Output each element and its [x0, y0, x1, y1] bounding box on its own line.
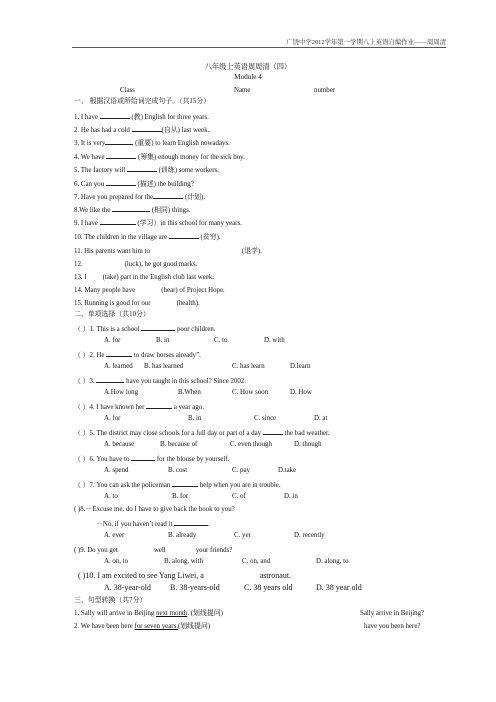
s1-item-9: 9. I have (学习）in this school for many years.	[74, 217, 242, 228]
section2-heading: 二、单项选择（共10分）	[74, 311, 150, 318]
q5-options	[104, 440, 364, 449]
s1-item-1: 1. I have (教) English for three years.	[74, 111, 209, 122]
answer-blank[interactable]	[118, 544, 154, 552]
option[interactable]: C. on, and	[242, 558, 271, 565]
option[interactable]: D. at	[314, 415, 328, 422]
s1-item-4: 4. We have (筹集) enough money for the sick boy.	[74, 151, 245, 162]
option[interactable]: D. though	[294, 441, 322, 448]
s1-item-15: 15. Running is good for our (health).	[74, 297, 200, 308]
option[interactable]: B.When	[178, 389, 201, 396]
option[interactable]: C. of	[232, 493, 246, 500]
option[interactable]: D. recently	[294, 532, 325, 539]
q4-options	[104, 414, 354, 423]
answer-blank[interactable]	[153, 191, 183, 199]
q9-stem: ( )9. Do you get well your friends?	[74, 544, 232, 555]
q1-options	[104, 336, 324, 345]
answer-blank[interactable]	[132, 124, 162, 132]
option[interactable]: B. cost	[168, 467, 188, 474]
section1-heading: 一、 根据汉语或所给词完成句子。（共15分）	[74, 98, 211, 105]
s1-item-6: 6. Can you (描述) the building?	[74, 178, 194, 189]
option[interactable]: D.take	[278, 467, 297, 474]
q8-options	[104, 531, 364, 540]
header-rule	[72, 47, 446, 48]
s1-item-7: 7. Have you prepared for the (计划).	[74, 191, 205, 202]
answer-blank[interactable]	[106, 151, 136, 159]
answer-blank[interactable]	[135, 284, 161, 292]
option[interactable]: C. since	[254, 415, 277, 422]
class-label: Class	[120, 87, 135, 94]
option[interactable]: A. to	[104, 493, 118, 500]
q1-stem: （ ）1. This is a school poor children.	[74, 323, 216, 334]
answer-blank[interactable]	[146, 401, 172, 409]
option[interactable]: D. with	[264, 337, 285, 344]
q3-options	[104, 388, 364, 397]
answer-blank[interactable]	[87, 271, 103, 279]
answer-blank[interactable]	[100, 217, 136, 225]
option[interactable]: D. 38 year old	[316, 583, 362, 592]
option[interactable]: B. along, with	[164, 558, 204, 565]
option[interactable]: C. 38 years old	[244, 583, 293, 592]
q4-stem: （ ）4. I have known her a year ago.	[74, 401, 204, 412]
option[interactable]: A. for	[104, 337, 121, 344]
answer-blank[interactable]	[83, 258, 125, 266]
q10-stem: ( )10. I am excited to see Yang Liwei, a astronaut.	[78, 571, 292, 580]
option[interactable]: C. yet	[234, 532, 251, 539]
answer-blank[interactable]	[141, 323, 175, 331]
underlined-phrase: next month	[156, 610, 188, 617]
q6-options	[104, 466, 344, 475]
answer-blank[interactable]	[105, 137, 133, 145]
option[interactable]: B. has learned	[144, 363, 184, 370]
answer-blank[interactable]	[169, 231, 199, 239]
s1-item-3: 3. It is very (重要) to learn English nowadays.	[74, 137, 230, 148]
option[interactable]: B. already	[168, 532, 197, 539]
q8-stem: ( )8.－Excuse me, do I have to give back the book to you?	[74, 506, 235, 513]
answer-blank[interactable]	[106, 178, 136, 186]
s1-item-13: 13. I (take) part in the English club last week.	[74, 271, 214, 282]
answer-blank[interactable]	[127, 164, 157, 172]
option[interactable]: C. even though	[230, 441, 272, 448]
option[interactable]: A. learned	[104, 363, 133, 370]
option[interactable]: A.How long	[104, 389, 139, 396]
q10-options	[104, 583, 424, 592]
option[interactable]: C. to	[214, 337, 228, 344]
option[interactable]: A. ever	[104, 532, 125, 539]
module-label: Module 4	[234, 73, 262, 81]
answer-blank[interactable]	[151, 297, 177, 305]
doc-title: 八年级上英语周周清（四）	[204, 63, 292, 71]
s1-item-10: 10. The children in the village are (贫穷).	[74, 231, 221, 242]
answer-blank[interactable]	[96, 375, 124, 383]
option[interactable]: A. spend	[104, 467, 129, 474]
q2-options	[104, 362, 364, 371]
section3-heading: 三、句型转换（共7分）	[74, 597, 147, 604]
q7-stem: （ ）7. You can ask the policeman help when you are in trouble.	[74, 479, 281, 490]
option[interactable]: D.learn	[290, 363, 311, 370]
q9-options	[104, 557, 394, 566]
s1-item-8: 8.We like the (相同) things.	[74, 204, 191, 215]
s3-item-2-answer: have you been here?	[364, 623, 421, 630]
option[interactable]: A. for	[104, 415, 121, 422]
answer-blank[interactable]	[131, 453, 155, 461]
option[interactable]: A. 38-year-old	[104, 583, 151, 592]
option[interactable]: D. in	[284, 493, 298, 500]
option[interactable]: D. How	[290, 389, 312, 396]
s1-item-5: 5. The factory will (训练) some workers.	[74, 164, 219, 175]
s1-item-11: 11. His parents want him to (退学).	[74, 245, 262, 256]
s1-item-12: 12. (luck), he got good marks.	[74, 258, 197, 269]
option[interactable]: A. because	[104, 441, 135, 448]
option[interactable]: A. on, to	[104, 558, 129, 565]
s1-item-2: 2. He has had a cold (自从) last week..	[74, 124, 211, 135]
option[interactable]: B. because of	[160, 441, 198, 448]
answer-blank[interactable]	[112, 204, 150, 212]
option[interactable]: B. in	[156, 337, 170, 344]
option[interactable]: C. pay	[232, 467, 250, 474]
number-label: number	[314, 87, 336, 94]
answer-blank[interactable]	[174, 518, 208, 526]
answer-blank[interactable]	[106, 349, 132, 357]
s3-item-2: 2. We have been here for seven years.(划线提问) have you been here?	[74, 623, 421, 630]
option[interactable]: B. for	[172, 493, 189, 500]
option[interactable]: B. 38-years-old	[170, 583, 220, 592]
underlined-phrase: for seven years.	[134, 623, 178, 630]
s1-item-14: 14. Many people have (hear) of Project Hope.	[74, 284, 225, 295]
option[interactable]: C. has learn	[232, 363, 265, 370]
school-header: 广饶中学2012学年第一学期八上英语自编作业——周周清	[286, 39, 446, 46]
answer-blank[interactable]	[263, 427, 283, 435]
q3-stem: （ ）3. have you taught in this school? Since 2002.	[74, 375, 246, 386]
answer-blank[interactable]	[166, 544, 196, 552]
q2-stem: （ ）2. He to draw horses already”.	[74, 349, 201, 360]
option[interactable]: B. in	[188, 415, 202, 422]
q6-stem: （ ）6. You have to for the blouse by yourself.	[74, 453, 229, 464]
student-info-row	[74, 86, 414, 95]
option[interactable]: D. along, to	[316, 558, 349, 565]
answer-blank[interactable]	[150, 245, 242, 253]
s3-item-1-answer: Sally arrive in Beijing?	[360, 610, 425, 617]
q5-stem: （ ）5. The district may close schools for a full day or part of a day the bad weather.	[74, 427, 330, 438]
answer-blank[interactable]	[100, 111, 130, 119]
option[interactable]: C. How soon	[232, 389, 269, 396]
answer-blank[interactable]	[204, 570, 260, 578]
q7-options	[104, 492, 334, 501]
q8-stem-reply: －No, if you haven’t read it .	[96, 518, 210, 529]
s3-item-1: 1. Sally will arrive in Beijing next month. (划线提问) Sally arrive in Beijing?	[74, 610, 425, 617]
name-label: Name	[234, 87, 251, 94]
answer-blank[interactable]	[172, 479, 198, 487]
